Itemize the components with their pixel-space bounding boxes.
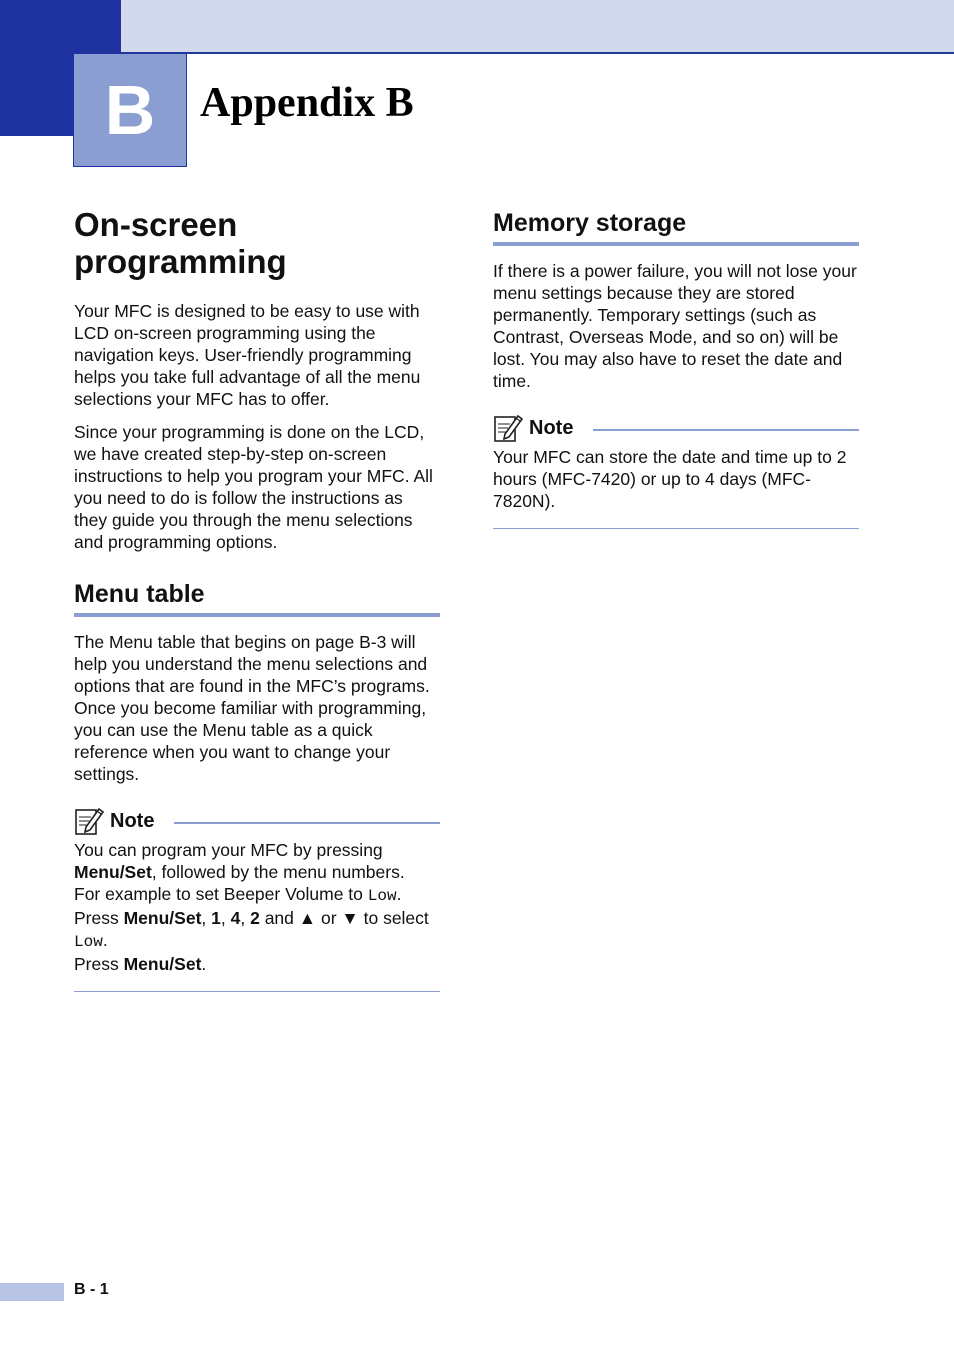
key-2: 2 [250, 908, 260, 928]
note-or: or [320, 908, 337, 928]
note-rule [174, 822, 440, 824]
key-1: 1 [211, 908, 221, 928]
section-title-line1: On-screen [74, 206, 238, 243]
note-text: You can program your MFC by pressing Menu/Set, followed by the menu numbers. For example to set Beeper Volume to Low. Press Menu/Set, 1, 4, 2 and ▲ or ▼ to select Low. Press Menu/Set. [74, 840, 429, 974]
header-band [120, 0, 954, 54]
up-arrow-icon: ▲ [298, 908, 317, 928]
note-text-memory: Your MFC can store the date and time up to 2 hours (MFC-7420) or up to 4 days (MFC-7820N). [493, 447, 847, 511]
section-title-menu-table: Menu table [74, 579, 440, 617]
note-press-1: Press [74, 908, 119, 928]
chapter-letter-box [73, 53, 187, 167]
note-label: Note [110, 809, 155, 832]
menu-table-paragraph: The Menu table that begins on page B-3 will help you understand the menu selections and options that are found in the MFC’s programs. Once you become familiar with programming, you can use the Menu table as a quick reference when you want to change your settings. [74, 632, 430, 784]
note-header [74, 805, 440, 837]
note-text-1: You can program your MFC by pressing [74, 840, 383, 860]
note-label-2: Note [529, 416, 574, 439]
note-press-2: Press [74, 954, 119, 974]
note-header-2 [493, 412, 859, 444]
left-column [74, 206, 440, 992]
note-text-2: , followed by the menu numbers. [151, 862, 405, 882]
lcd-value-low-2: Low [74, 933, 103, 951]
note-pencil-icon [493, 413, 523, 443]
intro-paragraph-2: Since your programming is done on the LCD, we have created step-by-step on-screen instructions to help you program your MFC. All you need to do is follow the instructions as they guide you through the menu selections and programming options. [74, 422, 433, 552]
note-box-menu [74, 805, 440, 992]
note-text-3: For example to set Beeper Volume to [74, 884, 363, 904]
lcd-value-low: Low [367, 887, 397, 905]
key-menu-set-3: Menu/Set [123, 954, 202, 974]
footer-bar [0, 1283, 64, 1301]
note-box-memory [493, 412, 859, 529]
memory-storage-paragraph: If there is a power failure, you will not lose your menu settings because they are stored permanently. Temporary settings (such as Contrast, Overseas Mode, and so on) will be lost. You may also have to reset the date and time. [493, 261, 857, 391]
down-arrow-icon: ▼ [341, 908, 359, 928]
key-menu-set-2: Menu/Set [123, 908, 202, 928]
section-title-memory-storage: Memory storage [493, 208, 859, 246]
note-rule-2 [593, 429, 859, 431]
intro-paragraph-1: Your MFC is designed to be easy to use with LCD on-screen programming using the navigation keys. User-friendly programming helps you take full advantage of all the menu selections your MFC has to offer. [74, 301, 421, 409]
section-title-onscreen [74, 206, 440, 280]
section-title-line2: programming [74, 243, 287, 280]
chapter-letter: B [104, 71, 156, 149]
note-pencil-icon [74, 806, 104, 836]
note-to-select: to select [363, 908, 429, 928]
key-menu-set: Menu/Set [74, 862, 152, 882]
key-4: 4 [230, 908, 241, 928]
page-number: B - 1 [74, 1281, 109, 1298]
page-title: Appendix B [200, 80, 414, 126]
note-and: and [264, 908, 294, 928]
right-column [493, 206, 859, 529]
